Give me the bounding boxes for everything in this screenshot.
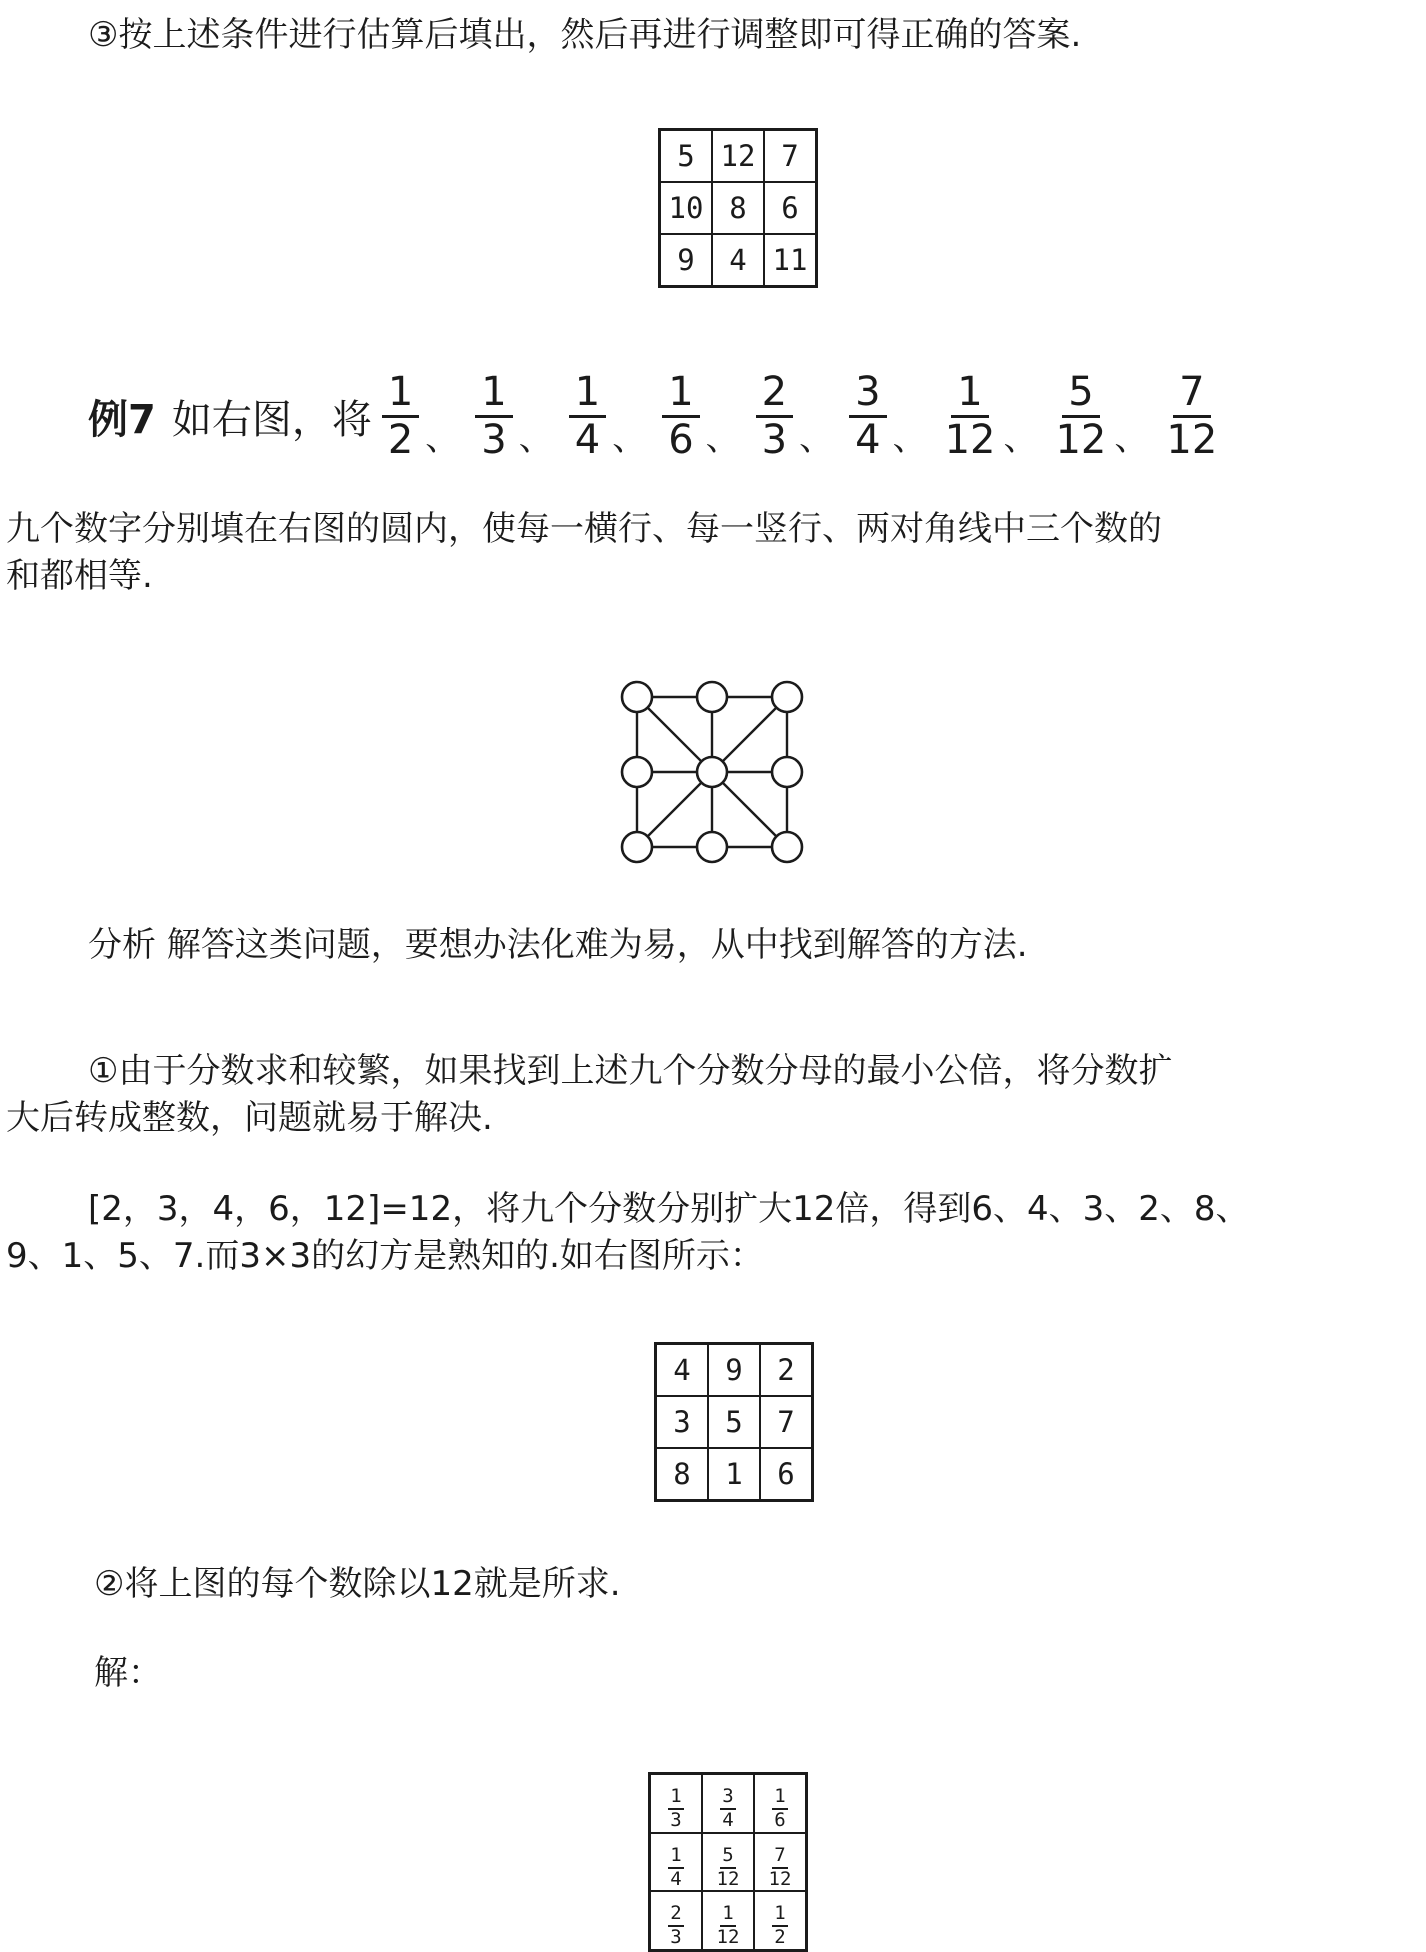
node-circle — [697, 682, 727, 712]
paragraph-step1-line2: 大后转成整数，问题就易于解决. — [6, 1098, 493, 1138]
table-cell: 6 — [764, 182, 817, 234]
fraction-denominator: 3 — [670, 1808, 682, 1831]
fraction-numerator: 3 — [720, 1786, 735, 1810]
table-cell: 4 — [712, 234, 764, 287]
table-cell: 2 — [760, 1344, 813, 1397]
fraction — [668, 1845, 683, 1891]
fraction-numerator: 1 — [662, 370, 699, 418]
nine-circle-grid-diagram — [612, 672, 812, 872]
table-row — [650, 1774, 807, 1833]
fraction-separator: 、 — [612, 419, 647, 459]
table-cell — [702, 1774, 754, 1833]
fraction-numerator: 2 — [668, 1903, 683, 1927]
fraction — [772, 1786, 787, 1832]
fraction-denominator: 4 — [574, 416, 601, 463]
fraction-separator: 、 — [425, 419, 460, 459]
example7-label: 例7 — [88, 396, 156, 443]
node-circle — [622, 757, 652, 787]
node-circle — [622, 832, 652, 862]
table-cell: 9 — [708, 1344, 760, 1397]
table-cell: 5 — [660, 130, 713, 183]
integer-magic-square-table — [654, 1342, 814, 1502]
fraction-numerator: 1 — [772, 1903, 787, 1927]
table-cell — [754, 1774, 807, 1833]
fraction — [662, 370, 699, 463]
fraction — [756, 370, 793, 463]
fraction — [1053, 370, 1108, 463]
table-row — [656, 1344, 813, 1397]
table-cell: 7 — [760, 1396, 813, 1448]
paragraph-lcm-line2: 9、1、5、7.而3×3的幻方是熟知的.如右图所示： — [6, 1236, 764, 1276]
node-circle — [622, 682, 652, 712]
paragraph-example-body-line2: 和都相等. — [6, 556, 153, 596]
fraction-denominator: 12 — [716, 1926, 740, 1949]
fraction-denominator: 4 — [670, 1867, 682, 1890]
fraction-denominator: 12 — [716, 1867, 740, 1890]
fraction-numerator: 5 — [720, 1845, 735, 1869]
fraction — [668, 1903, 683, 1949]
table-cell: 5 — [708, 1396, 760, 1448]
table-cell: 12 — [712, 130, 764, 183]
fraction — [849, 370, 886, 463]
table-row — [660, 182, 817, 234]
fraction-denominator: 6 — [774, 1808, 786, 1831]
solution-label: 解： — [94, 1653, 162, 1693]
fraction-denominator: 12 — [1166, 416, 1218, 463]
fraction-numerator: 1 — [569, 370, 606, 418]
fraction-denominator: 3 — [670, 1926, 682, 1949]
example7-heading-row — [88, 352, 1221, 480]
fraction — [569, 370, 606, 463]
table-cell: 9 — [660, 234, 713, 287]
fraction-denominator: 12 — [1055, 416, 1107, 463]
table-row — [656, 1448, 813, 1501]
fraction-numerator: 5 — [1062, 370, 1099, 418]
fraction-separator: 、 — [705, 419, 740, 459]
table-cell: 6 — [760, 1448, 813, 1501]
fraction-denominator: 2 — [774, 1926, 786, 1949]
fraction — [1164, 370, 1219, 463]
node-circle — [772, 757, 802, 787]
paragraph-example-body-line1: 九个数字分别填在右图的圆内，使每一横行、每一竖行、两对角线中三个数的 — [6, 509, 1162, 549]
node-circle — [772, 682, 802, 712]
fraction-separator: 、 — [1003, 419, 1038, 459]
fraction-magic-square-table — [648, 1772, 808, 1952]
table-row — [656, 1396, 813, 1448]
fraction-denominator: 12 — [944, 416, 996, 463]
table-cell — [650, 1833, 703, 1892]
fraction-denominator: 6 — [668, 416, 694, 463]
paragraph-step3: ③按上述条件进行估算后填出，然后再进行调整即可得正确的答案. — [88, 15, 1082, 55]
fraction — [943, 370, 998, 463]
fraction — [769, 1845, 792, 1891]
paragraph-step2: ②将上图的每个数除以12就是所求. — [94, 1564, 621, 1604]
node-circle — [697, 757, 727, 787]
fraction — [772, 1903, 787, 1949]
table-cell — [650, 1774, 703, 1833]
fraction — [475, 370, 512, 463]
fraction-denominator: 3 — [481, 416, 507, 463]
fraction — [720, 1786, 735, 1832]
fraction-numerator: 7 — [772, 1845, 787, 1869]
fraction — [382, 370, 419, 463]
table-cell: 7 — [764, 130, 817, 183]
fraction-numerator: 1 — [668, 1786, 683, 1810]
table-cell — [754, 1833, 807, 1892]
table-row — [660, 130, 817, 183]
paragraph-step1-line1: ①由于分数求和较繁，如果找到上述九个分数分母的最小公倍，将分数扩 — [88, 1051, 1173, 1091]
table-row — [650, 1833, 807, 1892]
estimate-magic-square-table — [658, 128, 818, 288]
node-circle — [697, 832, 727, 862]
table-cell: 3 — [656, 1396, 709, 1448]
fraction — [717, 1903, 740, 1949]
fraction-separator: 、 — [799, 419, 834, 459]
table-cell: 4 — [656, 1344, 709, 1397]
node-circle — [772, 832, 802, 862]
table-cell — [702, 1833, 754, 1892]
fraction — [717, 1845, 740, 1891]
fraction-numerator: 1 — [382, 370, 419, 418]
paragraph-analysis: 分析 解答这类问题，要想办法化难为易，从中找到解答的方法. — [88, 925, 1028, 965]
fraction-denominator: 3 — [761, 416, 788, 463]
fraction-denominator: 4 — [855, 416, 881, 463]
fraction-separator: 、 — [1114, 419, 1149, 459]
fraction — [668, 1786, 683, 1832]
fraction-numerator: 7 — [1173, 370, 1210, 418]
table-cell: 8 — [656, 1448, 709, 1501]
fraction-numerator: 1 — [475, 370, 512, 418]
fraction-numerator: 2 — [756, 370, 793, 418]
fraction-numerator: 1 — [772, 1786, 787, 1810]
fraction-denominator: 2 — [387, 416, 414, 463]
fraction-numerator: 1 — [951, 370, 988, 418]
fraction-numerator: 1 — [720, 1903, 735, 1927]
fraction-separator: 、 — [892, 419, 927, 459]
fraction-denominator: 4 — [722, 1808, 734, 1831]
paragraph-lcm-line1: [2，3，4，6，12]=12，将九个分数分别扩大12倍，得到6、4、3、2、8、 — [88, 1189, 1250, 1229]
fraction-separator: 、 — [518, 419, 553, 459]
table-cell: 8 — [712, 182, 764, 234]
table-cell: 1 — [708, 1448, 760, 1501]
table-row — [660, 234, 817, 287]
fraction-numerator: 3 — [849, 370, 886, 418]
table-cell: 10 — [660, 182, 713, 234]
fraction-denominator: 12 — [768, 1867, 792, 1890]
table-cell: 11 — [764, 234, 817, 287]
example7-intro-text: 如右图，将 — [171, 396, 372, 443]
fraction-numerator: 1 — [668, 1845, 683, 1869]
